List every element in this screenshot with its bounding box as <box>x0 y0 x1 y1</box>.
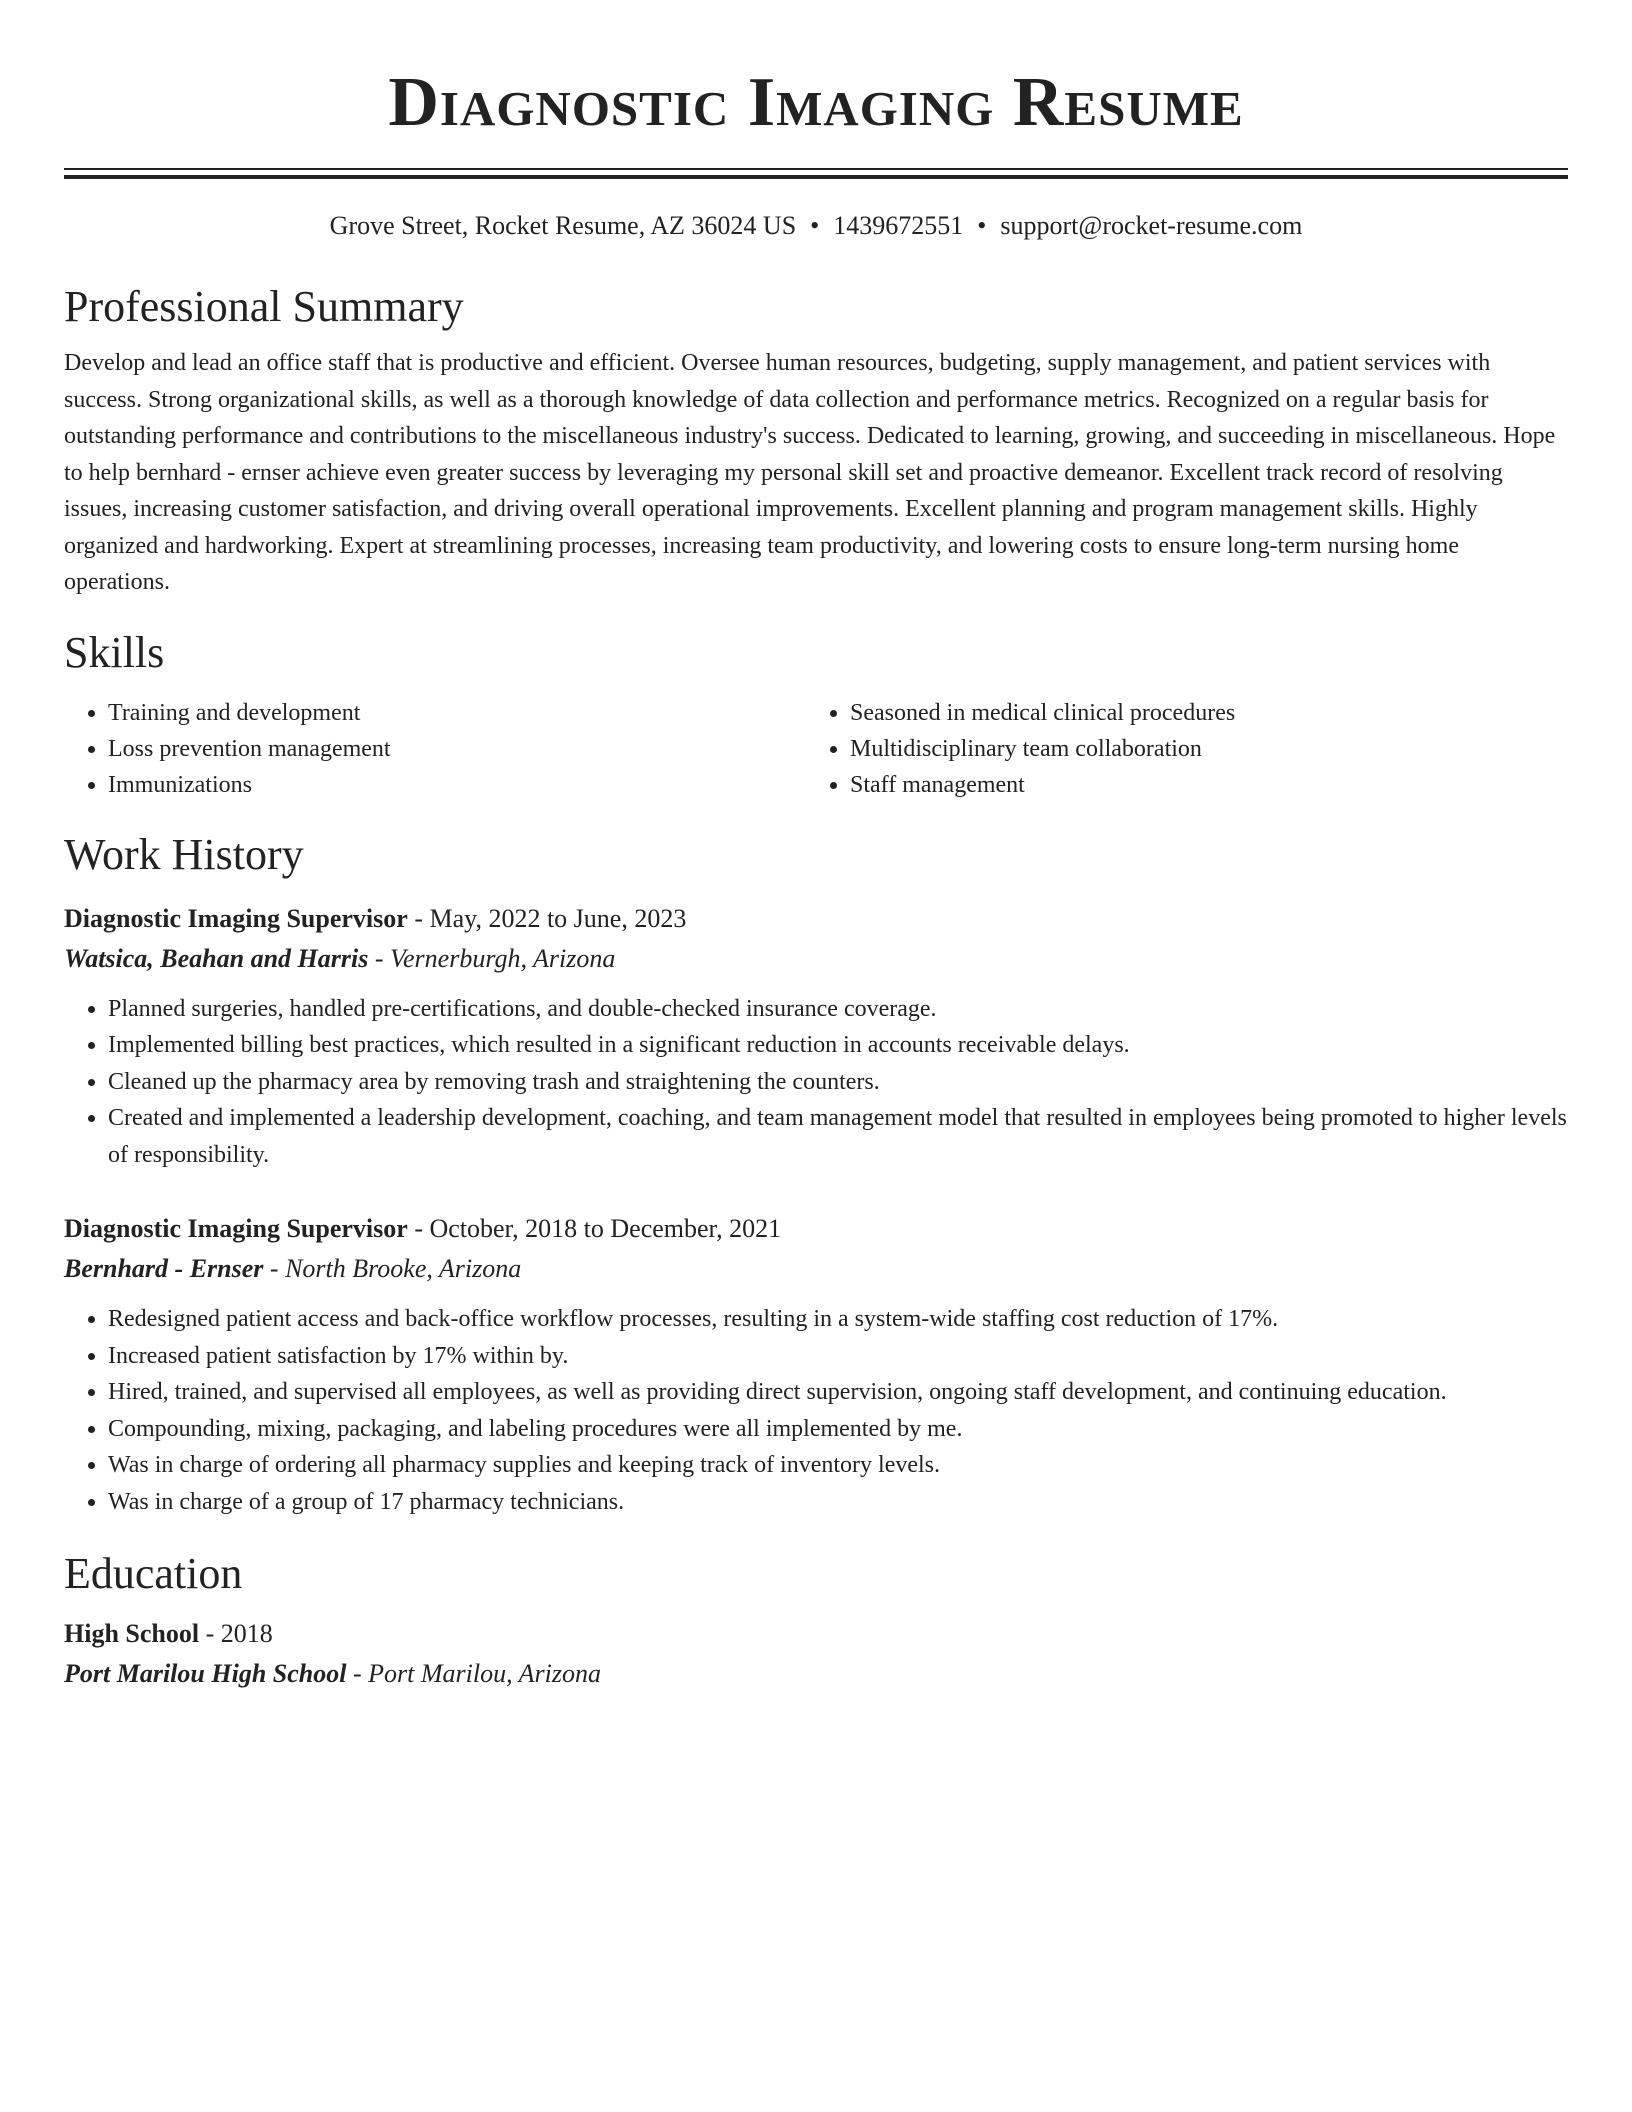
skills-column-right <box>806 695 1548 803</box>
contact-email: support@rocket-resume.com <box>1000 211 1303 240</box>
contact-line <box>64 209 1568 243</box>
job-duty: • Hired, trained, and supervised all employees, as well as providing direct supervision, ongoing staff development, and continuing education. <box>108 1374 1568 1411</box>
job-duty: • Was in charge of a group of 17 pharmacy technicians. <box>108 1484 1568 1521</box>
job-location: - Vernerburgh, Arizona <box>368 943 616 973</box>
skill-item: • Loss prevention management <box>108 731 806 767</box>
job-entry <box>64 1209 1568 1520</box>
job-duty: • Redesigned patient access and back-office workflow processes, resulting in a system-wide staffing cost reduction of 17%. <box>108 1301 1568 1338</box>
job-header <box>64 1209 1568 1249</box>
resume-page <box>64 0 1568 1694</box>
skills-column-left <box>64 695 806 803</box>
education-header <box>64 1614 1568 1654</box>
job-duty: • Implemented billing best practices, which resulted in a significant reduction in accounts receivable delays. <box>108 1027 1568 1064</box>
summary-heading: Professional Summary <box>64 282 464 331</box>
job-dates: - October, 2018 to December, 2021 <box>407 1214 782 1243</box>
job-duty: • Was in charge of ordering all pharmacy supplies and keeping track of inventory levels. <box>108 1447 1568 1484</box>
summary-text: Develop and lead an office staff that is productive and efficient. Oversee human resources, budgeting, supply management, and patient services with success. Strong organizational skills, as well as a thorough knowledge of data collection and performance metrics. Recognized on a regular basis for outstanding performance and contributions to the miscellaneous industry's success. Dedicated to learning, growing, and succeeding in miscellaneous. Hope to help bernhard - ernser achieve even greater success by leveraging my personal skill set and proactive demeanor. Excellent track record of resolving issues, increasing customer satisfaction, and driving overall operational improvements. Excellent planning and program management skills. Highly organized and hardworking. Expert at streamlining processes, increasing team productivity, and lowering costs to ensure long-term nursing home operations. <box>64 350 1556 595</box>
job-company: Watsica, Beahan and Harris <box>64 943 369 973</box>
job-duties <box>64 1301 1568 1520</box>
education-school-line <box>64 1654 1568 1694</box>
education-school: Port Marilou High School <box>64 1659 347 1688</box>
job-role: Diagnostic Imaging Supervisor <box>64 1214 408 1243</box>
job-duty: • Compounding, mixing, packaging, and labeling procedures were all implemented by me. <box>108 1411 1568 1448</box>
job-entry <box>64 899 1568 1174</box>
title-divider <box>64 168 1568 179</box>
skill-item: • Training and development <box>108 695 806 731</box>
job-dates: - May, 2022 to June, 2023 <box>407 903 687 933</box>
job-role: Diagnostic Imaging Supervisor <box>64 903 408 933</box>
job-duty: • Cleaned up the pharmacy area by removing trash and straightening the counters. <box>108 1064 1568 1101</box>
education-heading: Education <box>64 1549 243 1598</box>
contact-address: Grove Street, Rocket Resume, AZ 36024 US <box>329 211 797 240</box>
job-duty: • Created and implemented a leadership development, coaching, and team management model that resulted in employees being promoted to higher levels of responsibility. <box>108 1100 1568 1173</box>
job-duty: • Increased patient satisfaction by 17% within by. <box>108 1338 1568 1375</box>
skill-item: • Staff management <box>850 767 1548 803</box>
skills-heading: Skills <box>64 627 165 677</box>
skill-item: • Immunizations <box>108 767 806 803</box>
skills-list <box>64 695 1568 803</box>
job-header <box>64 899 1568 939</box>
page-title: Diagnostic Imaging Resume <box>388 64 1244 141</box>
job-duties <box>64 991 1568 1174</box>
contact-phone: 1439672551 <box>833 211 964 240</box>
job-duty: • Planned surgeries, handled pre-certifications, and double-checked insurance coverage. <box>108 991 1568 1028</box>
job-employer <box>64 939 1568 979</box>
education-degree: High School <box>64 1619 200 1648</box>
skill-item: • Multidisciplinary team collaboration <box>850 731 1548 767</box>
work-history-heading: Work History <box>64 829 304 879</box>
skill-item: • Seasoned in medical clinical procedures <box>850 695 1548 731</box>
education-location: - Port Marilou, Arizona <box>346 1659 601 1688</box>
education-entry <box>64 1614 1568 1694</box>
contact-separator: • <box>977 211 987 240</box>
job-company: Bernhard - Ernser <box>64 1254 264 1283</box>
job-location: - North Brooke, Arizona <box>263 1254 522 1283</box>
contact-separator: • <box>810 211 820 240</box>
education-year: - 2018 <box>199 1619 273 1648</box>
job-employer <box>64 1249 1568 1289</box>
